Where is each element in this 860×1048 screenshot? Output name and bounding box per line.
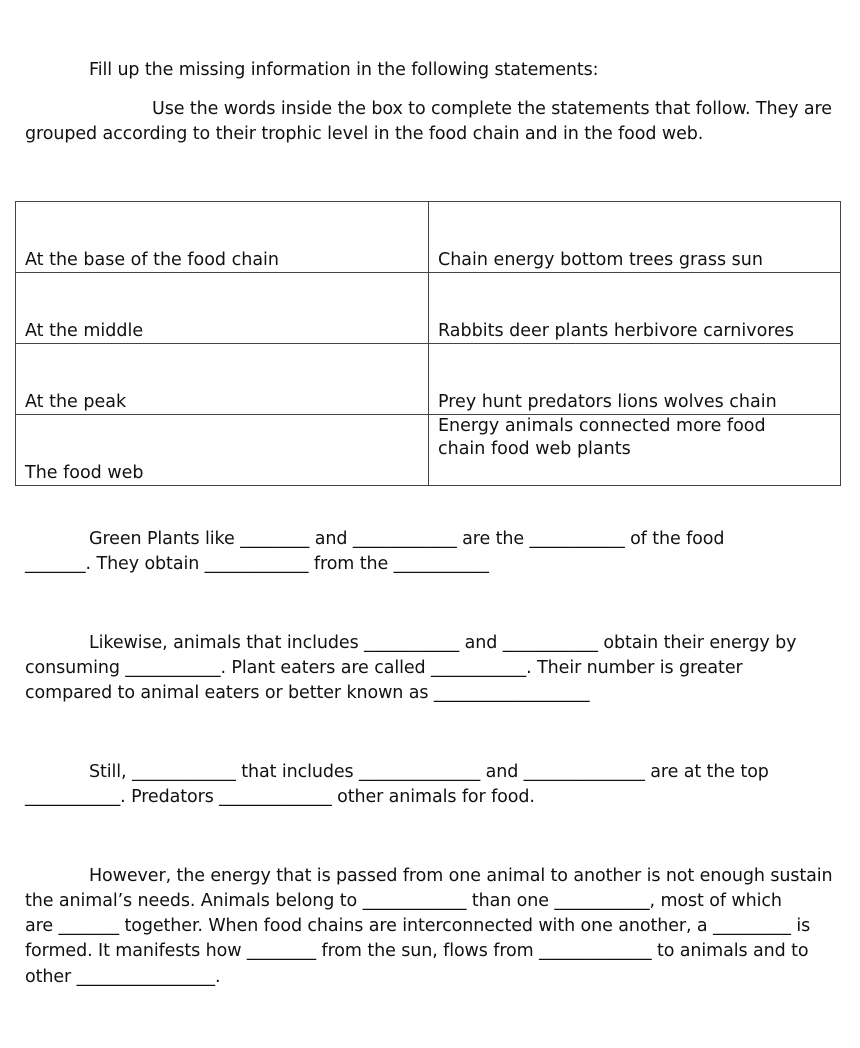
- paragraph-3-line-2: ___________. Predators _____________ other animals for food.: [25, 787, 535, 807]
- paragraph-1-line-2: _______. They obtain ____________ from the ___________: [25, 554, 489, 574]
- words-cell: [429, 273, 841, 344]
- words-cell: [429, 415, 841, 486]
- level-label: At the peak: [25, 392, 127, 412]
- table-row: [16, 273, 841, 344]
- word-list-line-1: Energy animals connected more food: [438, 416, 766, 436]
- word-box-table: [15, 201, 841, 486]
- table-row: [16, 202, 841, 273]
- level-cell: [16, 202, 429, 273]
- paragraph-3-line-1: Still, ____________ that includes ______________ and ______________ are at the top: [89, 762, 769, 782]
- subinstruction-line-1: Use the words inside the box to complete the statements that follow. They are: [152, 99, 832, 119]
- level-label: At the base of the food chain: [25, 250, 279, 270]
- level-label: The food web: [25, 463, 144, 483]
- word-list: Rabbits deer plants herbivore carnivores: [438, 321, 795, 341]
- table-row: [16, 344, 841, 415]
- paragraph-4-line-1: However, the energy that is passed from one animal to another is not enough sustain: [89, 866, 833, 886]
- level-cell: [16, 344, 429, 415]
- instruction-heading: Fill up the missing information in the following statements:: [89, 60, 599, 80]
- paragraph-2-line-3: compared to animal eaters or better known as __________________: [25, 683, 590, 703]
- paragraph-4-line-4: formed. It manifests how ________ from the sun, flows from _____________ to animals and to: [25, 941, 809, 961]
- words-cell: [429, 202, 841, 273]
- paragraph-1-line-1: Green Plants like ________ and ____________ are the ___________ of the food: [89, 529, 725, 549]
- level-cell: [16, 415, 429, 486]
- word-list-line-2: chain food web plants: [438, 439, 631, 459]
- word-list: Chain energy bottom trees grass sun: [438, 250, 763, 270]
- table-row: [16, 415, 841, 486]
- subinstruction-line-2: grouped according to their trophic level in the food chain and in the food web.: [25, 124, 704, 144]
- paragraph-4-line-2: the animal’s needs. Animals belong to ____________ than one ___________, most of which: [25, 891, 782, 911]
- level-cell: [16, 273, 429, 344]
- paragraph-4-line-5: other ________________.: [25, 967, 221, 987]
- paragraph-2-line-1: Likewise, animals that includes ___________ and ___________ obtain their energy by: [89, 633, 797, 653]
- words-cell: [429, 344, 841, 415]
- word-list: Prey hunt predators lions wolves chain: [438, 392, 777, 412]
- paragraph-4-line-3: are _______ together. When food chains are interconnected with one another, a _________ is: [25, 916, 811, 936]
- level-label: At the middle: [25, 321, 144, 341]
- paragraph-2-line-2: consuming ___________. Plant eaters are called ___________. Their number is greater: [25, 658, 743, 678]
